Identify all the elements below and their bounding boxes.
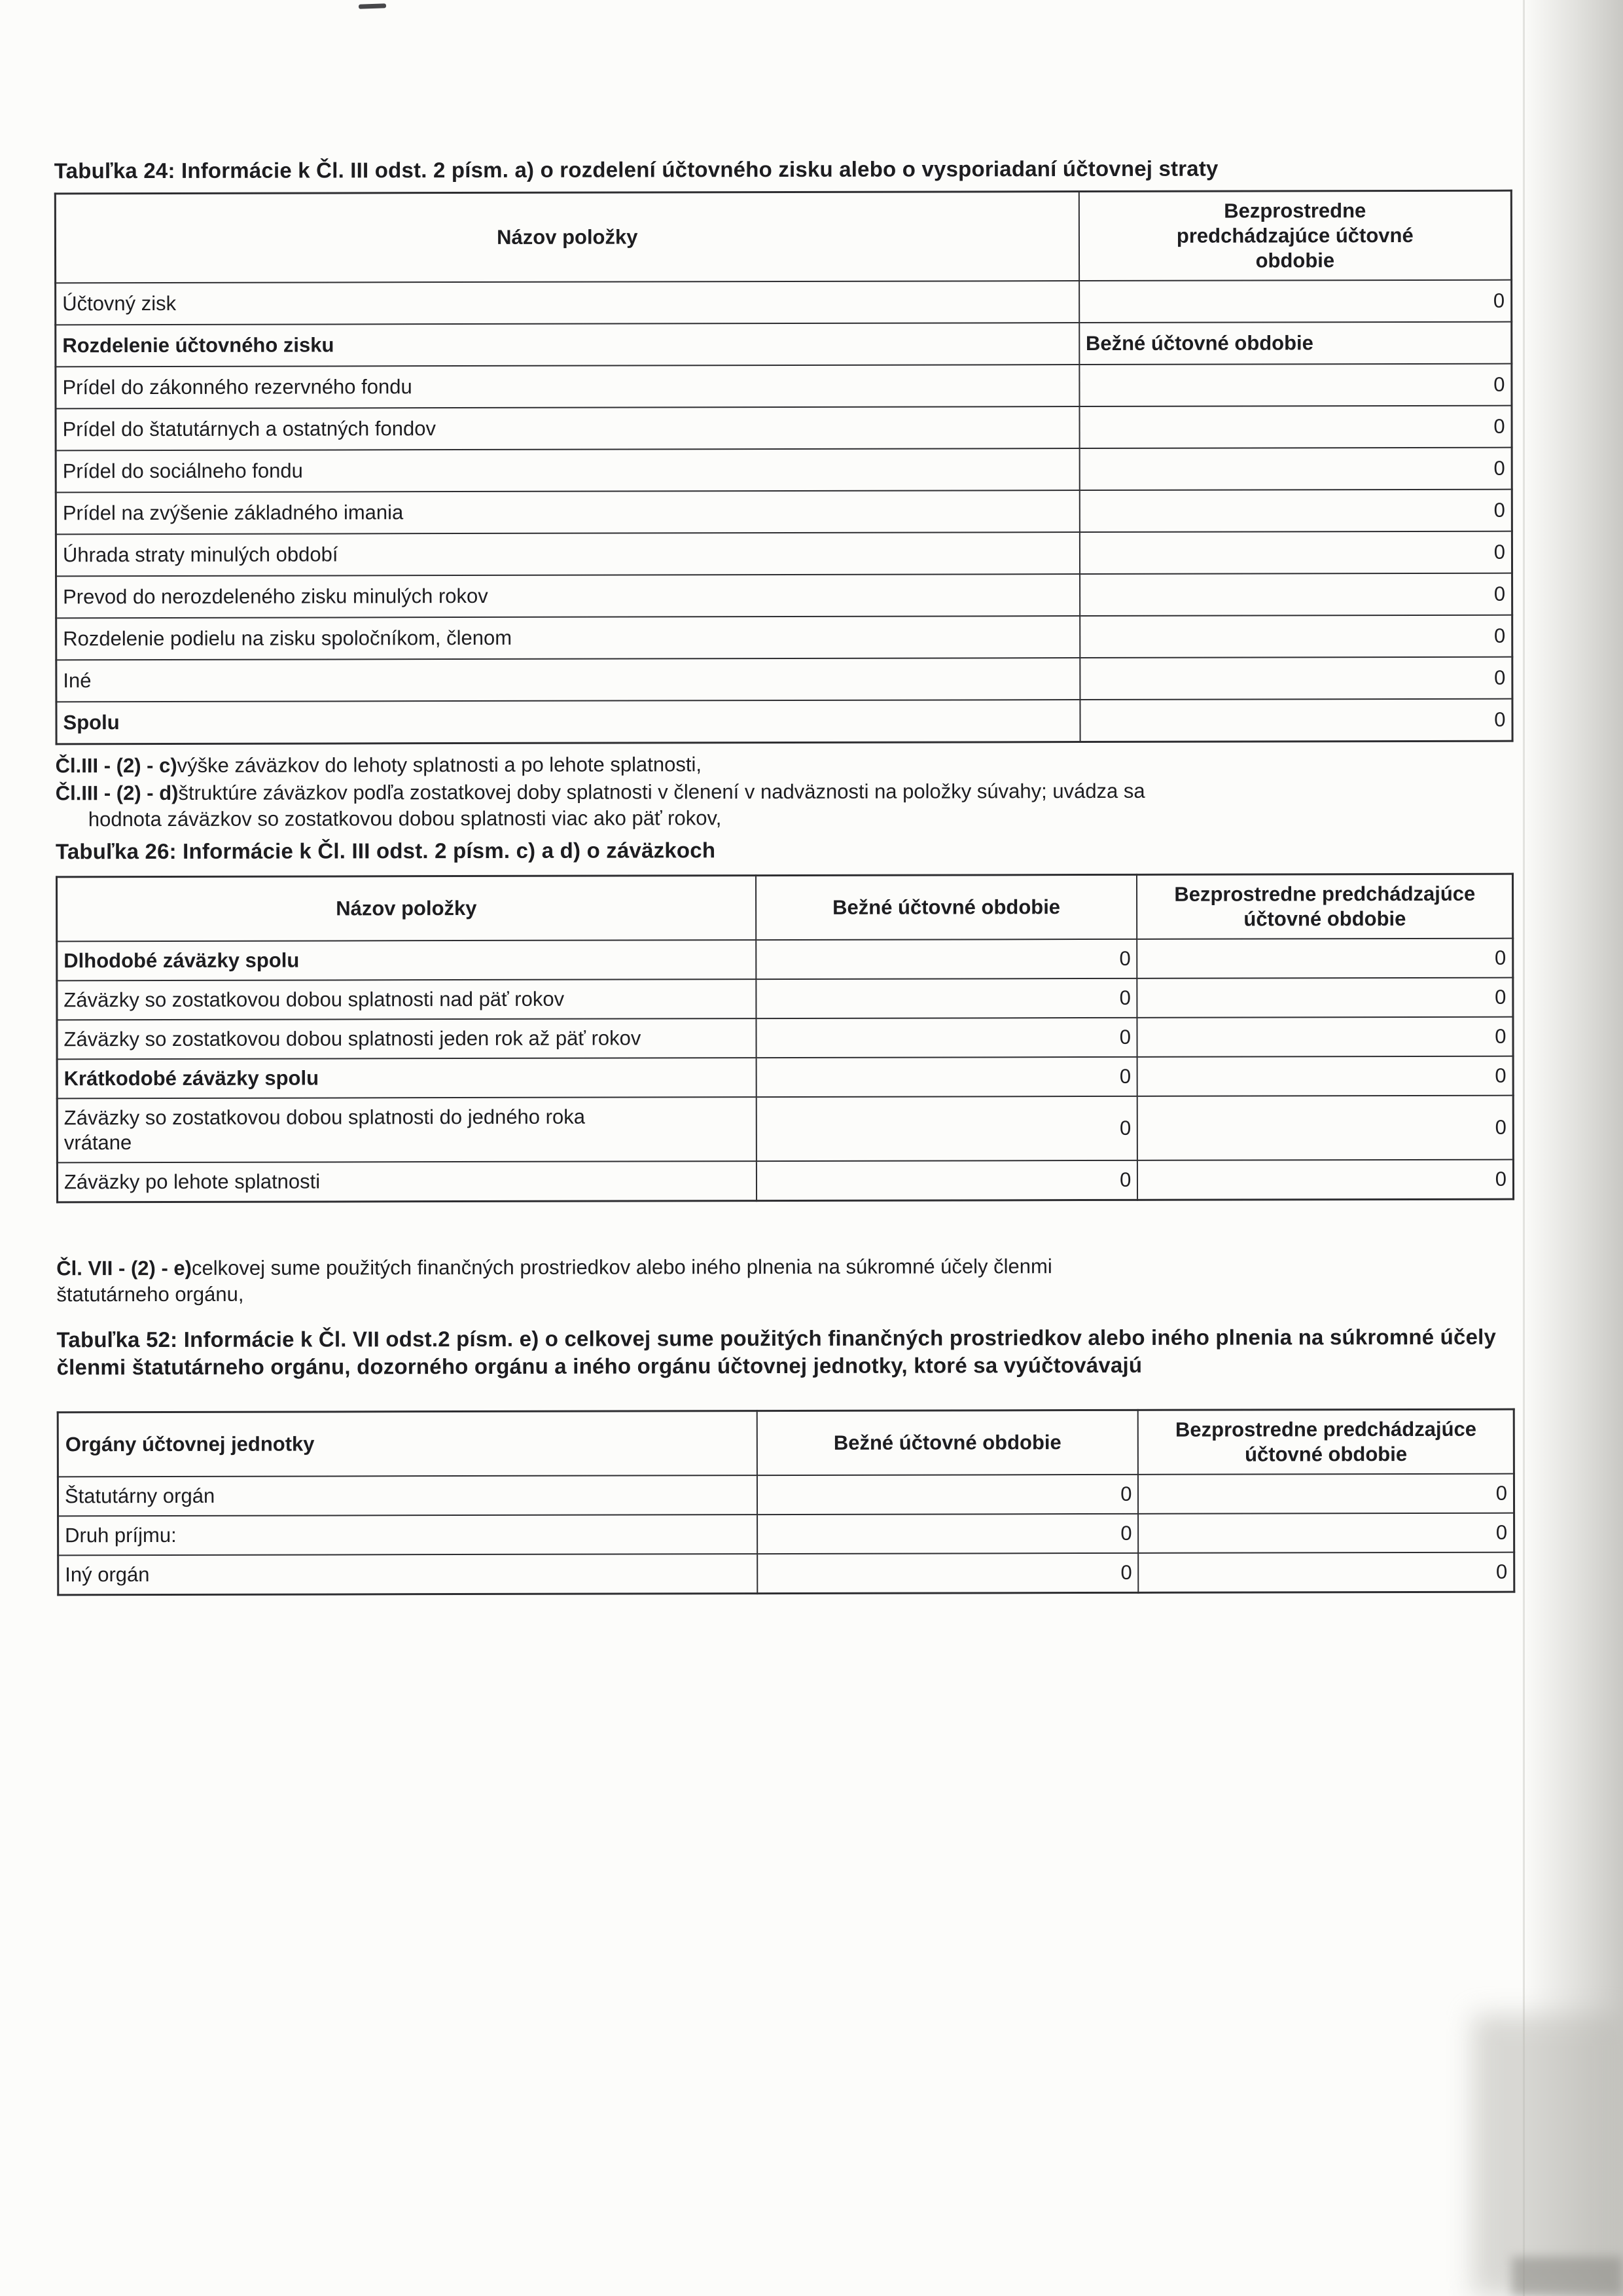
table-row <box>56 531 1512 577</box>
document-page <box>54 154 1516 1596</box>
row-value-previous: 0 <box>1137 1096 1513 1160</box>
row-label: Prídel na zvýšenie základného imania <box>56 490 1079 534</box>
row-value-previous: 0 <box>1138 1474 1514 1514</box>
table24-header-row <box>55 190 1511 283</box>
note-clIII-d <box>56 778 1514 807</box>
note-clIII-c <box>56 750 1514 780</box>
row-label: Úhrada straty minulých období <box>56 532 1079 576</box>
note-clVII-e <box>56 1253 1514 1308</box>
row-value: 0 <box>1080 615 1512 658</box>
table-row <box>56 364 1512 409</box>
row-value-current: 0 <box>756 1096 1137 1161</box>
scan-edge-shadow <box>1522 0 1623 2296</box>
table52-header-current-period: Bežné účtovné obdobie <box>757 1410 1138 1475</box>
row-value: 0 <box>1079 448 1512 490</box>
row-value-previous: 0 <box>1138 1513 1514 1553</box>
table26-title: Tabuľka 26: Informácie k Čl. III odst. 2 písm. c) a d) o záväzkoch <box>55 838 716 864</box>
row-label: Krátkodobé záväzky spolu <box>57 1058 756 1098</box>
row-label: Dlhodobé záväzky spolu <box>57 940 756 980</box>
note-clIII-c-ref: Čl.III - (2) - c) <box>55 753 177 778</box>
row-value-current: 0 <box>756 939 1137 979</box>
row-label: Záväzky so zostatkovou dobou splatnosti nad päť rokov <box>57 979 756 1020</box>
table24 <box>54 190 1514 745</box>
table26-header-current-period: Bežné účtovné obdobie <box>756 874 1137 940</box>
row-value: 0 <box>1080 699 1512 742</box>
scan-corner-blotch-dark <box>1512 2257 1623 2296</box>
row-value: 0 <box>1080 531 1512 574</box>
table-row <box>57 1096 1513 1163</box>
note-clVII-e-ref: Čl. VII - (2) - e) <box>56 1256 192 1280</box>
row-value-current: 0 <box>757 1475 1138 1515</box>
table26-header-name: Názov položky <box>57 876 756 942</box>
row-label: Rozdelenie podielu na zisku spoločníkom, členom <box>56 616 1080 660</box>
row-value-previous: 0 <box>1137 1056 1513 1096</box>
row-value-current: 0 <box>756 1057 1137 1097</box>
table-row <box>57 1160 1513 1202</box>
table24-title: Tabuľka 24: Informácie k Čl. III odst. 2 písm. a) o rozdelení účtovného zisku alebo o vysporiadaní účtovnej straty <box>54 156 1219 183</box>
scan-top-mark <box>359 3 386 9</box>
row-label: Iné <box>56 658 1080 702</box>
table52 <box>57 1408 1516 1596</box>
row-label: Rozdelenie účtovného zisku <box>56 323 1079 367</box>
scan-corner-blotch <box>1472 2015 1623 2296</box>
row-value-previous: 0 <box>1137 1160 1513 1200</box>
table-row <box>58 1474 1514 1516</box>
row-label: Záväzky so zostatkovou dobou splatnosti do jedného roka vrátane <box>57 1097 756 1162</box>
note-clIII-d-ref: Čl.III - (2) - d) <box>55 781 179 805</box>
table52-header-previous-period: Bezprostredne predchádzajúce účtovné obdobie <box>1138 1409 1514 1475</box>
note-clIII-c-text: výške záväzkov do lehoty splatnosti a po lehote splatnosti, <box>177 753 702 777</box>
table-row <box>56 280 1512 325</box>
table-row <box>58 1552 1514 1595</box>
table52-header-name: Orgány účtovnej jednotky <box>58 1411 757 1477</box>
row-label: Prídel do štatutárnych a ostatných fondov <box>56 406 1079 450</box>
row-value: 0 <box>1080 657 1512 700</box>
row-label: Záväzky po lehote splatnosti <box>57 1161 756 1202</box>
row-label: Spolu <box>56 700 1080 744</box>
table26-header-row <box>57 874 1513 941</box>
table-row <box>56 448 1512 493</box>
row-value-current: 0 <box>756 978 1137 1018</box>
row-label: Účtovný zisk <box>56 281 1079 325</box>
table-row <box>56 322 1512 367</box>
table52-header-row <box>58 1409 1514 1477</box>
row-value-previous: 0 <box>1139 1552 1514 1593</box>
row-value-previous: 0 <box>1137 978 1513 1018</box>
note-clIII-d-text: štruktúre záväzkov podľa zostatkovej doby splatnosti v členení v nadväznosti na položky súvahy; uvádza sa <box>178 779 1145 804</box>
row-value-current: 0 <box>757 1553 1139 1594</box>
table52-title: Tabuľka 52: Informácie k Čl. VII odst.2 písm. e) o celkovej sume použitých finančných prostriedkov alebo iného plnenia na súkromné účely členmi štatutárneho orgánu, dozorného orgánu a iného orgánu účtovnej jednotky, ktoré sa vyúčtovávajú <box>56 1324 1497 1380</box>
row-value-previous: 0 <box>1137 939 1513 978</box>
table-row <box>57 1056 1513 1099</box>
table-row <box>56 573 1512 619</box>
row-label: Štatutárny orgán <box>58 1475 757 1516</box>
row-value-current: 0 <box>756 1018 1137 1058</box>
table26 <box>56 873 1514 1204</box>
row-value: 0 <box>1079 490 1512 532</box>
table-row <box>56 406 1512 451</box>
row-value: 0 <box>1079 364 1512 406</box>
table-row <box>56 657 1512 702</box>
row-label: Prídel do sociálneho fondu <box>56 448 1079 492</box>
row-value-current: 0 <box>756 1160 1137 1201</box>
row-label: Druh príjmu: <box>58 1515 757 1555</box>
scan-fold-line <box>1523 0 1525 2296</box>
row-label: Iný orgán <box>58 1554 757 1595</box>
row-value-current: 0 <box>757 1514 1139 1554</box>
note-clIII-d-continuation: hodnota záväzkov so zostatkovou dobou splatnosti viac ako päť rokov, <box>88 806 722 831</box>
table-row <box>56 615 1512 660</box>
table-row <box>57 1017 1513 1060</box>
table-row <box>57 939 1513 981</box>
row-value: 0 <box>1079 280 1512 323</box>
table24-header-name: Názov položky <box>55 192 1079 283</box>
row-label: Záväzky so zostatkovou dobou splatnosti jeden rok až päť rokov <box>57 1018 756 1059</box>
row-value: Bežné účtovné obdobie <box>1079 322 1512 365</box>
table-row <box>56 699 1512 744</box>
row-value-previous: 0 <box>1137 1017 1513 1057</box>
row-value: 0 <box>1079 406 1512 448</box>
row-value: 0 <box>1080 573 1512 616</box>
table-row <box>57 978 1513 1020</box>
row-label: Prídel do zákonného rezervného fondu <box>56 365 1079 408</box>
table-row <box>56 490 1512 535</box>
table-row <box>58 1513 1514 1556</box>
note-clVII-e-text: celkovej sume použitých finančných prostriedkov alebo iného plnenia na súkromné účely členmi štatutárneho orgánu, <box>56 1255 1052 1306</box>
table26-header-previous-period: Bezprostredne predchádzajúce účtovné obdobie <box>1137 874 1512 939</box>
row-label: Prevod do nerozdeleného zisku minulých rokov <box>56 574 1080 618</box>
table24-header-previous-period: Bezprostredne predchádzajúce účtovné obdobie <box>1079 190 1511 281</box>
